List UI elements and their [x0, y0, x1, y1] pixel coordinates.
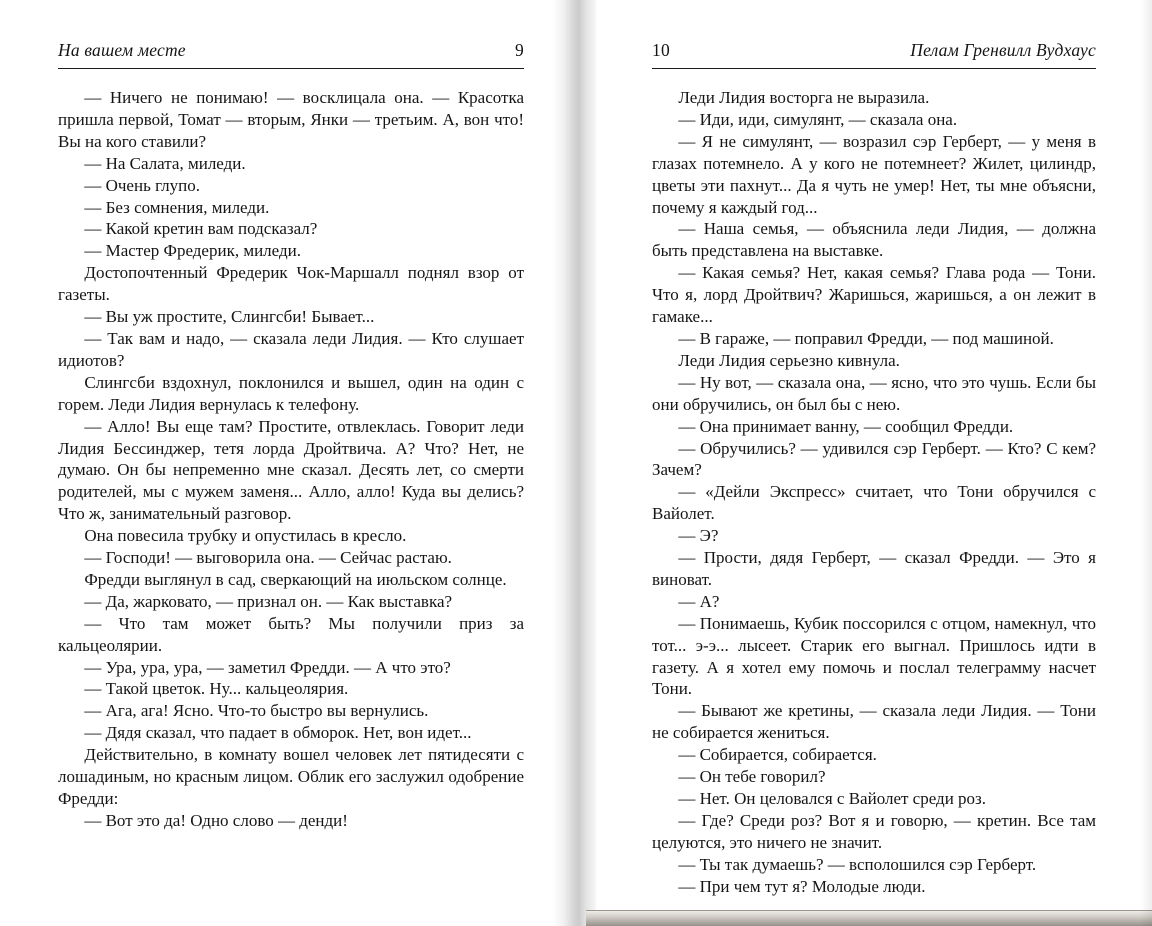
paragraph: — Понимаешь, Кубик поссорился с отцом, намекнул, что тот... э-э... лысеет. Старик его выгнал. Пришлось идти в газету. А я хотел ему помочь и послал телеграмму насчет Тони.	[652, 613, 1096, 699]
page-left-content	[58, 40, 524, 832]
paragraph: — Что там может быть? Мы получили приз за кальцеолярии.	[58, 613, 524, 655]
page-left	[0, 0, 556, 926]
paragraph: — На Салата, миледи.	[84, 153, 246, 173]
paragraph: — Бывают же кретины, — сказала леди Лидия. — Тони не собирается жениться.	[652, 701, 1096, 743]
paragraph: Леди Лидия серьезно кивнула.	[678, 350, 900, 370]
page-edge-bottom	[586, 910, 1152, 926]
paragraph: Она повесила трубку и опустилась в кресло.	[84, 526, 407, 546]
page-right	[596, 0, 1152, 926]
paragraph: — Нет. Он целовался с Вайолет среди роз.	[678, 789, 987, 808]
paragraph: — В гараже, — поправил Фредди, — под машиной.	[678, 328, 1054, 348]
paragraph: — Ничего не понимаю! — восклицала она. — Красотка пришла первой, Томат — вторым, Янки — третьим. А, вон что! Вы на кого ставили?	[58, 88, 524, 151]
paragraph: — Где? Среди роз? Вот я и говорю, — кретин. Все там целуются, это ничего не значит.	[652, 810, 1096, 852]
paragraph: — Да, жарковато, — признал он. — Как выставка?	[84, 591, 453, 611]
paragraph: — Ага, ага! Ясно. Что-то быстро вы вернулись.	[84, 701, 429, 721]
paragraph: — Ты так думаешь? — всполошился сэр Герберт.	[678, 854, 1037, 874]
paragraph: — Вы уж простите, Слингсби! Бывает...	[84, 307, 375, 327]
paragraph: — Очень глупо.	[84, 175, 201, 195]
paragraph: — Обручились? — удивился сэр Герберт. — Кто? С кем? Зачем?	[652, 438, 1096, 480]
page-body-right	[652, 87, 1096, 898]
paragraph: — Ну вот, — сказала она, — ясно, что это чушь. Если бы они обручились, он был бы с нею.	[652, 372, 1096, 414]
paragraph: — При чем тут я? Молодые люди.	[678, 876, 926, 896]
paragraph: — Наша семья, — объяснила леди Лидия, — должна быть представлена на выставке.	[652, 219, 1096, 261]
paragraph: — Господи! — выговорила она. — Сейчас растаю.	[84, 548, 452, 568]
paragraph: — Так вам и надо, — сказала леди Лидия. — Кто слушает идиотов?	[58, 328, 524, 370]
paragraph: — Прости, дядя Герберт, — сказал Фредди. — Это я виноват.	[652, 548, 1096, 589]
paragraph: Фредди выглянул в сад, сверкающий на июльском солнце.	[84, 569, 507, 589]
paragraph: — Какой кретин вам подсказал?	[84, 219, 318, 239]
paragraph: — Он тебе говорил?	[678, 767, 826, 787]
page-edge-right	[1140, 0, 1152, 926]
paragraph: — Э?	[678, 526, 719, 546]
paragraph: — Вот это да! Одно слово — денди!	[84, 810, 348, 830]
page-header-left	[58, 40, 524, 69]
page-body-left	[58, 87, 524, 832]
page-header-right	[652, 40, 1096, 69]
paragraph: — Дядя сказал, что падает в обморок. Нет, вон идет...	[84, 723, 472, 743]
paragraph: Действительно, в комнату вошел человек лет пятидесяти с лошадиным, но красным лицом. Облик его заслужил одобрение Фредди:	[58, 745, 524, 808]
paragraph: — «Дейли Экспресс» считает, что Тони обручился с Вайолет.	[652, 482, 1096, 524]
page-number-right: 10	[652, 40, 670, 60]
paragraph: — Иди, иди, симулянт, — сказала она.	[678, 109, 958, 129]
running-title-right: Пелам Гренвилл Вудхаус	[910, 40, 1096, 60]
paragraph: — Такой цветок. Ну... кальцеолярия.	[84, 679, 349, 699]
paragraph: — Алло! Вы еще там? Простите, отвлеклась. Говорит леди Лидия Бессинджер, тетя лорда Дройтвича. А? Что? Нет, не думаю. Он бы непременно мне сказал. Десять лет, со смерти родителей, мы с мужем заменя... Алло, алло! Куда вы делись? Что ж, занимательный разговор.	[58, 416, 524, 524]
paragraph: — Без сомнения, миледи.	[84, 197, 270, 217]
paragraph: — Ура, ура, ура, — заметил Фредди. — А что это?	[84, 657, 451, 677]
paragraph: Слингсби вздохнул, поклонился и вышел, один на один с горем. Леди Лидия вернулась к телефону.	[58, 372, 524, 414]
paragraph: Достопочтенный Фредерик Чок-Маршалл поднял взор от газеты.	[58, 263, 524, 305]
paragraph: — Она принимает ванну, — сообщил Фредди.	[678, 416, 1014, 436]
paragraph: Леди Лидия восторга не выразила.	[678, 88, 930, 107]
running-title-left: На вашем месте	[58, 40, 186, 60]
paragraph: — Собирается, собирается.	[678, 745, 877, 765]
paragraph: — А?	[678, 591, 720, 611]
paragraph: — Я не симулянт, — возразил сэр Герберт, — у меня в глазах потемнело. А у кого не потемнеет? Жилет, цилиндр, цветы эти пахнут... Да я чуть не умер! Нет, ты мне объясни, почему я каждый год...	[652, 131, 1096, 217]
page-right-content	[652, 40, 1096, 898]
page-number-left: 9	[515, 40, 524, 60]
paragraph: — Какая семья? Нет, какая семья? Глава рода — Тони. Что я, лорд Дройтвич? Жаришься, жаришься, а он лежит в гамаке...	[652, 263, 1096, 327]
paragraph: — Мастер Фредерик, миледи.	[84, 241, 301, 261]
